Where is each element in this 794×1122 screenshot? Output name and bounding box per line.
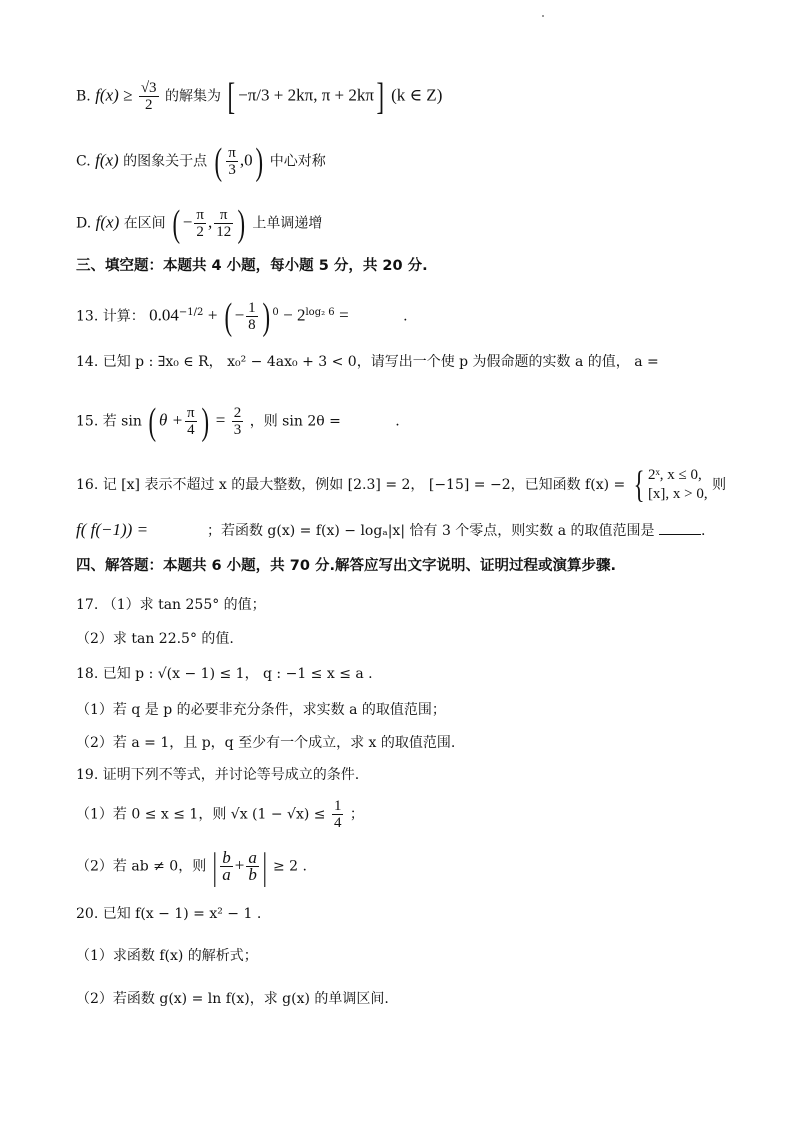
question-15: 15. 若 sin ( θ + $\frac{\pi}{4}$ ) = $\frac{2}{3}$ ，则 sin 2θ = . bbox=[76, 400, 400, 443]
option-text: 在区间 bbox=[123, 215, 166, 232]
paren-left: ( bbox=[172, 202, 181, 245]
question-17 bbox=[76, 595, 266, 615]
question-part: （1）求 tan 255° 的值； bbox=[102, 597, 266, 613]
option-label: D. bbox=[76, 215, 92, 232]
exponent: log₂ 6 bbox=[305, 306, 335, 318]
question-number: 14. bbox=[76, 354, 99, 370]
frac-num: a bbox=[248, 848, 257, 867]
frac-num: b bbox=[222, 848, 231, 867]
abs-bar-right: | bbox=[262, 845, 267, 888]
frac-den: 3 bbox=[228, 162, 236, 178]
math-expr: f(x) bbox=[95, 150, 119, 170]
paren-left: ( bbox=[214, 140, 222, 183]
punctuation: ； bbox=[349, 806, 364, 823]
option-text: 的解集为 bbox=[165, 88, 222, 105]
frac-num: 1 bbox=[333, 798, 342, 814]
bracket-left: [ bbox=[228, 75, 236, 118]
scan-dot bbox=[542, 15, 544, 17]
paren-right: ) bbox=[255, 140, 263, 183]
section-heading: 四、解答题：本题共 6 小题，共 70 分.解答应写出文字说明、证明过程或演算步骤. bbox=[76, 558, 616, 574]
question-text: 证明下列不等式，并讨论等号成立的条件. bbox=[102, 767, 360, 783]
brace-left: { bbox=[633, 464, 645, 506]
frac-den: a bbox=[222, 865, 231, 884]
paren-right: ) bbox=[262, 295, 270, 338]
frac-num: 1 bbox=[248, 300, 256, 316]
question-20 bbox=[76, 904, 261, 924]
question-number: 20. bbox=[76, 906, 99, 922]
question-text: 已知 p : √(x − 1) ≤ 1， q : −1 ≤ x ≤ a . bbox=[102, 666, 373, 682]
question-text: 已知 p : ∃x₀ ∈ R， x₀² − 4ax₀ + 3 < 0，请写出一个使 p 为假命题的实数 a 的值， a = bbox=[102, 354, 659, 370]
frac-num: π bbox=[187, 405, 195, 421]
paren-left: ( bbox=[148, 400, 157, 443]
case-line: 2ˣ, x ≤ 0, bbox=[647, 467, 702, 483]
question-17-part2: （2）求 tan 22.5° 的值. bbox=[76, 631, 234, 647]
math-expr: f(x) ≥ bbox=[95, 85, 133, 105]
fraction bbox=[214, 207, 233, 240]
case-line: [x], x > 0, bbox=[647, 486, 708, 502]
question-text: ；若函数 g(x) = f(x) − logₐ|x| 恰有 3 个零点，则实数 a 的取值范围是 bbox=[206, 523, 655, 539]
question-13: 13. 计算： $0.04^{-1/2}$ + ( − $\frac{1}{8}$ ) $^0 - 2^{log_2 6}$ = . bbox=[76, 295, 408, 338]
fraction bbox=[185, 405, 197, 438]
option-text: 中心对称 bbox=[269, 153, 326, 170]
option-text: 的图象关于点 bbox=[123, 153, 208, 170]
question-part: （2）若 ab ≠ 0，则 bbox=[76, 858, 207, 875]
question-16-cont bbox=[76, 520, 705, 541]
exponent: 0 bbox=[272, 306, 279, 318]
question-19 bbox=[76, 765, 359, 785]
frac-den: 12 bbox=[216, 224, 232, 240]
question-number: 18. bbox=[76, 666, 99, 682]
question-text: 若 sin bbox=[102, 413, 142, 430]
frac-num: π bbox=[196, 207, 204, 223]
question-20-part2: （2）若函数 g(x) = ln f(x)，求 g(x) 的单调区间. bbox=[76, 991, 389, 1007]
frac-den: 8 bbox=[248, 317, 256, 333]
fraction bbox=[194, 207, 206, 240]
frac-num: 2 bbox=[233, 405, 242, 421]
question-number: 16. bbox=[76, 477, 99, 493]
question-18 bbox=[76, 664, 373, 684]
exponent: −1/2 bbox=[178, 306, 204, 318]
bracket-right: ] bbox=[376, 75, 385, 118]
question-text: 则 bbox=[712, 477, 727, 493]
option-label: B. bbox=[76, 88, 91, 105]
option-text: 上单调递增 bbox=[252, 215, 323, 232]
fraction bbox=[232, 405, 244, 438]
punctuation: . bbox=[395, 413, 400, 430]
math-expr: − 2 bbox=[283, 305, 306, 325]
frac-den: b bbox=[248, 865, 257, 884]
math-expr: −π/3 + 2kπ, π + 2kπ bbox=[238, 85, 374, 105]
fraction bbox=[226, 145, 238, 178]
question-16 bbox=[76, 466, 726, 504]
question-18-part2: （2）若 a = 1，且 p，q 至少有一个成立，求 x 的取值范围. bbox=[76, 735, 456, 751]
math-expr: = bbox=[339, 305, 349, 325]
math-expr: 0.04 bbox=[149, 305, 179, 325]
question-text: 已知 f(x − 1) = x² − 1 . bbox=[102, 906, 262, 922]
frac-den: 4 bbox=[333, 815, 342, 831]
option-c bbox=[76, 140, 326, 183]
math-expr: f(x) bbox=[95, 212, 120, 232]
paren-right: ) bbox=[237, 202, 246, 245]
question-14 bbox=[76, 352, 659, 372]
fraction bbox=[246, 850, 259, 883]
frac-den: 4 bbox=[187, 422, 195, 438]
fraction bbox=[246, 300, 258, 333]
question-number: 19. bbox=[76, 767, 99, 783]
frac-den: 2 bbox=[144, 97, 153, 113]
math-expr: (k ∈ Z) bbox=[391, 85, 443, 105]
option-d: D. f(x) 在区间 ( − $\frac{\pi}{2}$ , $\frac{\pi}{12}$ ) 上单调递增 bbox=[76, 202, 323, 245]
question-text: 计算： bbox=[102, 308, 145, 325]
question-part: （1）若 0 ≤ x ≤ 1，则 √x (1 − √x) ≤ bbox=[76, 806, 326, 823]
paren-left: ( bbox=[224, 295, 233, 338]
question-number: 13. bbox=[76, 308, 99, 325]
question-18-part1: （1）若 q 是 p 的必要非充分条件，求实数 a 的取值范围； bbox=[76, 702, 446, 718]
frac-den: 2 bbox=[196, 224, 204, 240]
question-number: 15. bbox=[76, 413, 99, 430]
fraction bbox=[139, 80, 159, 113]
frac-den: 3 bbox=[233, 422, 242, 438]
question-20-part1: （1）求函数 f(x) 的解析式； bbox=[76, 948, 258, 964]
question-text: ，则 sin 2θ = bbox=[249, 413, 341, 430]
frac-num: π bbox=[214, 207, 233, 224]
paren-right: ) bbox=[201, 400, 209, 443]
math-expr: = bbox=[215, 410, 226, 430]
math-expr: + bbox=[207, 305, 218, 325]
option-b bbox=[76, 75, 443, 118]
math-expr: f( f(−1)) = bbox=[76, 520, 149, 539]
fraction bbox=[220, 850, 233, 883]
answer-blank bbox=[659, 520, 701, 535]
question-number: 17. bbox=[76, 597, 99, 613]
piecewise-cases bbox=[648, 466, 708, 504]
question-text: 记 [x] 表示不超过 x 的最大整数，例如 [2.3] = 2， [−15] = −2，已知函数 f(x) = bbox=[102, 477, 626, 493]
question-19-part1 bbox=[76, 798, 364, 831]
abs-bar-left: | bbox=[212, 845, 217, 888]
fraction bbox=[332, 798, 344, 831]
question-19-part2: （2）若 ab ≠ 0，则 | $\frac{b}{a}$ + $\frac{a}{b}$ | ≥ 2 . bbox=[76, 845, 307, 888]
math-expr: ,0 bbox=[239, 150, 253, 170]
math-expr: ≥ 2 . bbox=[272, 858, 307, 875]
option-label: C. bbox=[76, 153, 91, 170]
punctuation: . bbox=[701, 523, 706, 539]
frac-num: π bbox=[228, 145, 236, 161]
frac-num: √3 bbox=[140, 80, 157, 96]
section-heading: 三、填空题：本题共 4 小题，每小题 5 分，共 20 分. bbox=[76, 258, 428, 274]
punctuation: . bbox=[403, 308, 408, 325]
